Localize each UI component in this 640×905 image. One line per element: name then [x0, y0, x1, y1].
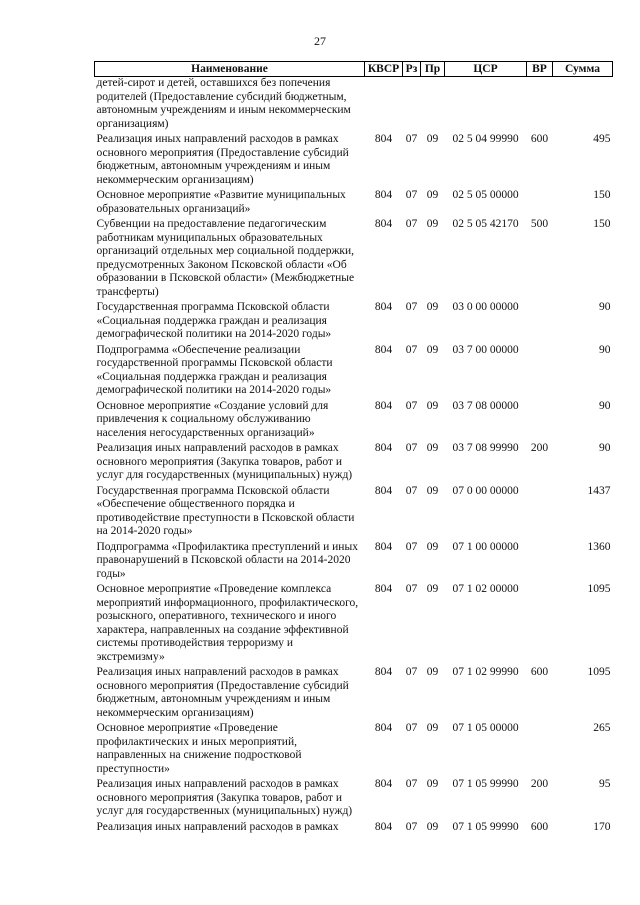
- cell-rz: 07: [405, 722, 418, 734]
- table-row: [95, 344, 613, 400]
- cell-sum: 170: [593, 820, 611, 833]
- cell-sum: 1360: [587, 540, 611, 553]
- cell-rz: 07: [405, 133, 418, 145]
- table-header: [95, 62, 613, 77]
- table-row: [95, 778, 613, 821]
- cell-name: Реализация иных направлений расходов в рамках: [96, 820, 339, 833]
- header-sum: Сумма: [553, 62, 613, 77]
- cell-rz: 07: [405, 666, 418, 678]
- cell-name: Основное мероприятие «Развитие муниципальных образовательных организаций»: [96, 189, 346, 215]
- cell-kvsr: 804: [374, 301, 393, 313]
- cell-rz: 07: [405, 399, 418, 412]
- cell-pr: 09: [426, 583, 439, 595]
- cell-pr: 09: [426, 484, 439, 497]
- cell-kvsr: [365, 77, 403, 134]
- cell-pr: 09: [426, 399, 439, 412]
- cell-sum: 90: [599, 399, 611, 412]
- cell-pr: 09: [426, 133, 439, 145]
- cell-vr: [527, 301, 553, 344]
- cell-csr: 02 5 05 00000: [452, 189, 519, 201]
- table-row: [95, 666, 613, 722]
- budget-table: [94, 61, 613, 836]
- header-kvsr: КВСР: [365, 62, 403, 77]
- table-row: [95, 301, 613, 344]
- cell-kvsr: 804: [374, 540, 393, 553]
- cell-pr: 09: [426, 343, 439, 356]
- cell-rz: 07: [405, 343, 418, 356]
- cell-kvsr: 804: [374, 399, 393, 412]
- cell-sum: 90: [599, 442, 611, 454]
- cell-kvsr: 804: [374, 583, 393, 595]
- cell-kvsr: 804: [374, 666, 393, 678]
- cell-csr: 02 5 05 42170: [452, 218, 519, 230]
- cell-pr: 09: [426, 666, 439, 678]
- cell-vr: 600: [530, 820, 549, 833]
- cell-rz: 07: [405, 484, 418, 497]
- cell-rz: 07: [405, 301, 418, 313]
- cell-rz: 07: [405, 583, 418, 595]
- cell-sum: 90: [599, 301, 611, 313]
- cell-csr: 02 5 04 99990: [452, 133, 519, 145]
- cell-vr: [527, 189, 553, 218]
- cell-vr: [527, 344, 553, 400]
- cell-vr: [527, 722, 553, 778]
- cell-name: Основное мероприятие «Создание условий для привлечения к социальному обслуживанию населения негосударственных организаций»: [96, 399, 329, 439]
- header-vr: ВР: [527, 62, 553, 77]
- cell-vr: 600: [530, 666, 549, 678]
- header-csr: ЦСР: [445, 62, 527, 77]
- cell-sum: 265: [593, 722, 611, 734]
- cell-kvsr: 804: [374, 133, 393, 145]
- cell-sum: 150: [593, 218, 611, 230]
- table-row: [95, 218, 613, 301]
- cell-name: Реализация иных направлений расходов в рамках основного мероприятия (Предоставление субсидий бюджетным, автономным учреждениям и иным некоммерческим организациям): [96, 133, 349, 186]
- cell-rz: 07: [405, 189, 418, 201]
- cell-vr: [527, 400, 553, 443]
- cell-vr: 500: [530, 218, 549, 230]
- cell-vr: [527, 583, 553, 666]
- cell-pr: 09: [426, 442, 439, 454]
- table-row: [95, 189, 613, 218]
- cell-name: Подпрограмма «Обеспечение реализации государственной программы Псковской области «Социальная поддержка граждан и реализация демографической политики на 2014-2020 годы»: [96, 343, 333, 396]
- cell-sum: 1095: [587, 666, 611, 678]
- cell-sum: 1437: [587, 484, 611, 497]
- table-row: [95, 77, 613, 134]
- cell-vr: [527, 77, 553, 134]
- cell-sum: 1095: [587, 583, 611, 595]
- cell-pr: 09: [426, 778, 439, 790]
- header-row: [95, 62, 613, 77]
- cell-csr: 03 7 00 00000: [452, 343, 519, 356]
- cell-vr: [527, 541, 553, 584]
- cell-csr: 03 7 08 99990: [452, 442, 519, 454]
- cell-rz: 07: [405, 820, 418, 833]
- table-row: [95, 400, 613, 443]
- table-row: [95, 442, 613, 485]
- table-row: [95, 821, 613, 837]
- cell-pr: 09: [426, 301, 439, 313]
- cell-kvsr: 804: [374, 218, 393, 230]
- cell-csr: 07 1 02 99990: [452, 666, 519, 678]
- header-pr: Пр: [421, 62, 445, 77]
- cell-rz: [403, 77, 421, 134]
- cell-name: Реализация иных направлений расходов в рамках основного мероприятия (Предоставление субсидий бюджетным, автономным учреждениям и иным некоммерческим организациям): [96, 666, 349, 719]
- cell-csr: 07 1 05 00000: [452, 722, 519, 734]
- cell-pr: [421, 77, 445, 134]
- cell-pr: 09: [426, 820, 439, 833]
- cell-kvsr: 804: [374, 820, 393, 833]
- cell-vr: [527, 485, 553, 541]
- cell-kvsr: 804: [374, 778, 393, 790]
- cell-csr: 07 1 00 00000: [452, 540, 519, 553]
- cell-pr: 09: [426, 189, 439, 201]
- header-rz: Рз: [403, 62, 421, 77]
- table-body: [95, 77, 613, 837]
- page-number: 27: [314, 34, 326, 48]
- cell-vr: 600: [530, 133, 549, 145]
- cell-sum: 495: [593, 133, 611, 145]
- cell-name: Реализация иных направлений расходов в рамках основного мероприятия (Закупка товаров, работ и услуг для государственных (муниципальных) нужд): [96, 778, 353, 817]
- cell-csr: [445, 77, 527, 134]
- cell-name: Основное мероприятие «Проведение комплекса мероприятий информационного, профилактического, розыскного, оперативного, технического и иного характера, направленных на создание эффективной системы противодействия терроризму и экстремизму»: [96, 583, 359, 663]
- cell-name: Государственная программа Псковской области «Обеспечение общественного порядка и противодействие преступности в Псковской области на 2014-2020 годы»: [96, 484, 355, 537]
- cell-rz: 07: [405, 778, 418, 790]
- cell-csr: 07 0 00 00000: [452, 484, 519, 497]
- cell-sum: 150: [593, 189, 611, 201]
- cell-sum: [553, 77, 613, 134]
- cell-csr: 03 7 08 00000: [452, 399, 519, 412]
- cell-name: Подпрограмма «Профилактика преступлений и иных правонарушений в Псковской области на 2014-2020 годы»: [96, 540, 358, 580]
- cell-pr: 09: [426, 722, 439, 734]
- cell-kvsr: 804: [374, 189, 393, 201]
- cell-kvsr: 804: [374, 722, 393, 734]
- cell-name: детей-сирот и детей, оставшихся без попечения родителей (Предоставление субсидий бюджетным, автономным учреждениям и иным некоммерческим организациям): [96, 77, 351, 130]
- cell-pr: 09: [426, 540, 439, 553]
- cell-rz: 07: [405, 540, 418, 553]
- cell-csr: 07 1 05 99990: [452, 820, 519, 833]
- cell-csr: 03 0 00 00000: [452, 301, 519, 313]
- cell-kvsr: 804: [374, 442, 393, 454]
- cell-vr: 200: [530, 442, 549, 454]
- cell-csr: 07 1 05 99990: [452, 778, 519, 790]
- table-row: [95, 485, 613, 541]
- table-row: [95, 133, 613, 189]
- cell-name: Реализация иных направлений расходов в рамках основного мероприятия (Закупка товаров, работ и услуг для государственных (муниципальных) нужд): [96, 442, 353, 481]
- table-row: [95, 541, 613, 584]
- cell-rz: 07: [405, 218, 418, 230]
- cell-name: Субвенции на предоставление педагогическим работникам муниципальных образовательных организаций отдельных мер социальной поддержки, предусмотренных Законом Псковской области «Об образовании в Псковской области» (Межбюджетные трансферты): [96, 218, 355, 298]
- cell-kvsr: 804: [374, 484, 393, 497]
- cell-vr: 200: [530, 778, 549, 790]
- table-row: [95, 583, 613, 666]
- cell-sum: 90: [599, 343, 611, 356]
- cell-name: Основное мероприятие «Проведение профилактических и иных мероприятий, направленных на снижение подростковой преступности»: [96, 722, 302, 775]
- table-row: [95, 722, 613, 778]
- cell-pr: 09: [426, 218, 439, 230]
- header-name: Наименование: [95, 62, 365, 77]
- cell-kvsr: 804: [374, 343, 393, 356]
- cell-sum: 95: [599, 778, 611, 790]
- cell-csr: 07 1 02 00000: [452, 583, 519, 595]
- cell-name: Государственная программа Псковской области «Социальная поддержка граждан и реализация демографической политики на 2014-2020 годы»: [96, 301, 332, 340]
- cell-rz: 07: [405, 442, 418, 454]
